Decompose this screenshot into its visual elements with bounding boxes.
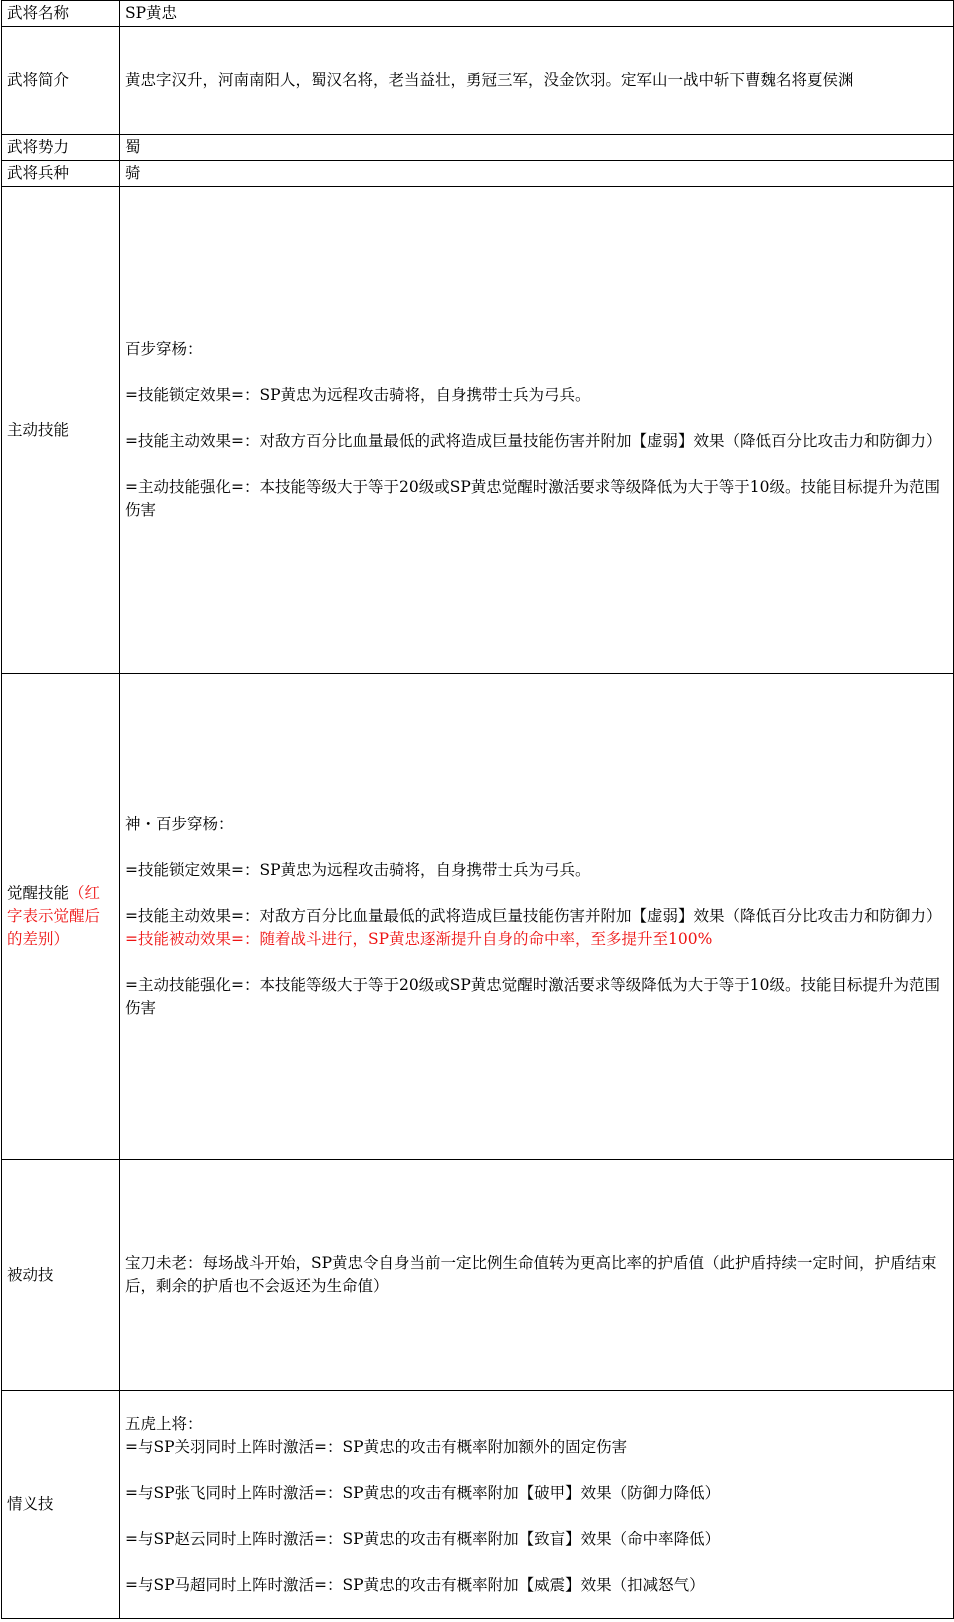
passive-skill-label: 被动技 bbox=[2, 1160, 120, 1391]
intro-label: 武将简介 bbox=[2, 27, 120, 135]
active-skill-title: 百步穿杨： bbox=[125, 340, 203, 358]
bond-skill-title: 五虎上将： bbox=[125, 1414, 203, 1433]
bond-skill-item: =与SP张飞同时上阵时激活=：SP黄忠的攻击有概率附加【破甲】效果（防御力降低） bbox=[125, 1483, 721, 1502]
awaken-skill-label-text: 觉醒技能 bbox=[7, 884, 70, 902]
awaken-skill-active: =技能主动效果=：对敌方百分比血量最低的武将造成巨量技能伤害并附加【虚弱】效果（降低百分比攻击力和防御力） bbox=[125, 907, 942, 925]
active-skill-active: =技能主动效果=：对敌方百分比血量最低的武将造成巨量技能伤害并附加【虚弱】效果（降低百分比攻击力和防御力） bbox=[125, 432, 942, 450]
awaken-skill-title: 神・百步穿杨： bbox=[125, 815, 234, 833]
row-intro bbox=[2, 27, 954, 135]
bond-skill-item: =与SP赵云同时上阵时激活=：SP黄忠的攻击有概率附加【致盲】效果（命中率降低） bbox=[125, 1529, 721, 1548]
awaken-skill-value bbox=[120, 674, 954, 1160]
troop-label: 武将兵种 bbox=[2, 161, 120, 187]
name-label: 武将名称 bbox=[2, 1, 120, 27]
row-name bbox=[2, 1, 954, 27]
bond-skill-value bbox=[120, 1391, 954, 1619]
row-active-skill bbox=[2, 187, 954, 674]
faction-value: 蜀 bbox=[120, 135, 954, 161]
awaken-skill-label bbox=[2, 674, 120, 1160]
hero-info-table bbox=[1, 0, 954, 1619]
active-skill-value bbox=[120, 187, 954, 674]
passive-skill-value: 宝刀未老：每场战斗开始，SP黄忠令自身当前一定比例生命值转为更高比率的护盾值（此护盾持续一定时间，护盾结束后，剩余的护盾也不会返还为生命值） bbox=[120, 1160, 954, 1391]
bond-skill-item: =与SP关羽同时上阵时激活=：SP黄忠的攻击有概率附加额外的固定伤害 bbox=[125, 1437, 628, 1456]
active-skill-lock: =技能锁定效果=：SP黄忠为远程攻击骑将，自身携带士兵为弓兵。 bbox=[125, 386, 591, 404]
bond-skill-label: 情义技 bbox=[2, 1391, 120, 1619]
bond-skill-item: =与SP马超同时上阵时激活=：SP黄忠的攻击有概率附加【威震】效果（扣减怒气） bbox=[125, 1575, 705, 1594]
troop-value: 骑 bbox=[120, 161, 954, 187]
awaken-skill-lock: =技能锁定效果=：SP黄忠为远程攻击骑将，自身携带士兵为弓兵。 bbox=[125, 861, 591, 879]
awaken-skill-enhance: =主动技能强化=：本技能等级大于等于20级或SP黄忠觉醒时激活要求等级降低为大于等于10级。技能目标提升为范围伤害 bbox=[125, 976, 940, 1017]
row-bond-skill bbox=[2, 1391, 954, 1619]
active-skill-enhance: =主动技能强化=：本技能等级大于等于20级或SP黄忠觉醒时激活要求等级降低为大于等于10级。技能目标提升为范围伤害 bbox=[125, 478, 940, 519]
active-skill-label: 主动技能 bbox=[2, 187, 120, 674]
faction-label: 武将势力 bbox=[2, 135, 120, 161]
awaken-skill-passive: =技能被动效果=：随着战斗进行，SP黄忠逐渐提升自身的命中率，至多提升至100% bbox=[125, 930, 713, 948]
row-troop bbox=[2, 161, 954, 187]
awaken-skill-label-note: （红字表示觉醒后的差别） bbox=[7, 884, 101, 948]
row-awaken-skill bbox=[2, 674, 954, 1160]
intro-value: 黄忠字汉升，河南南阳人，蜀汉名将，老当益壮，勇冠三军，没金饮羽。定军山一战中斩下曹魏名将夏侯渊 bbox=[120, 27, 954, 135]
name-value: SP黄忠 bbox=[120, 1, 954, 27]
row-passive-skill bbox=[2, 1160, 954, 1391]
row-faction bbox=[2, 135, 954, 161]
